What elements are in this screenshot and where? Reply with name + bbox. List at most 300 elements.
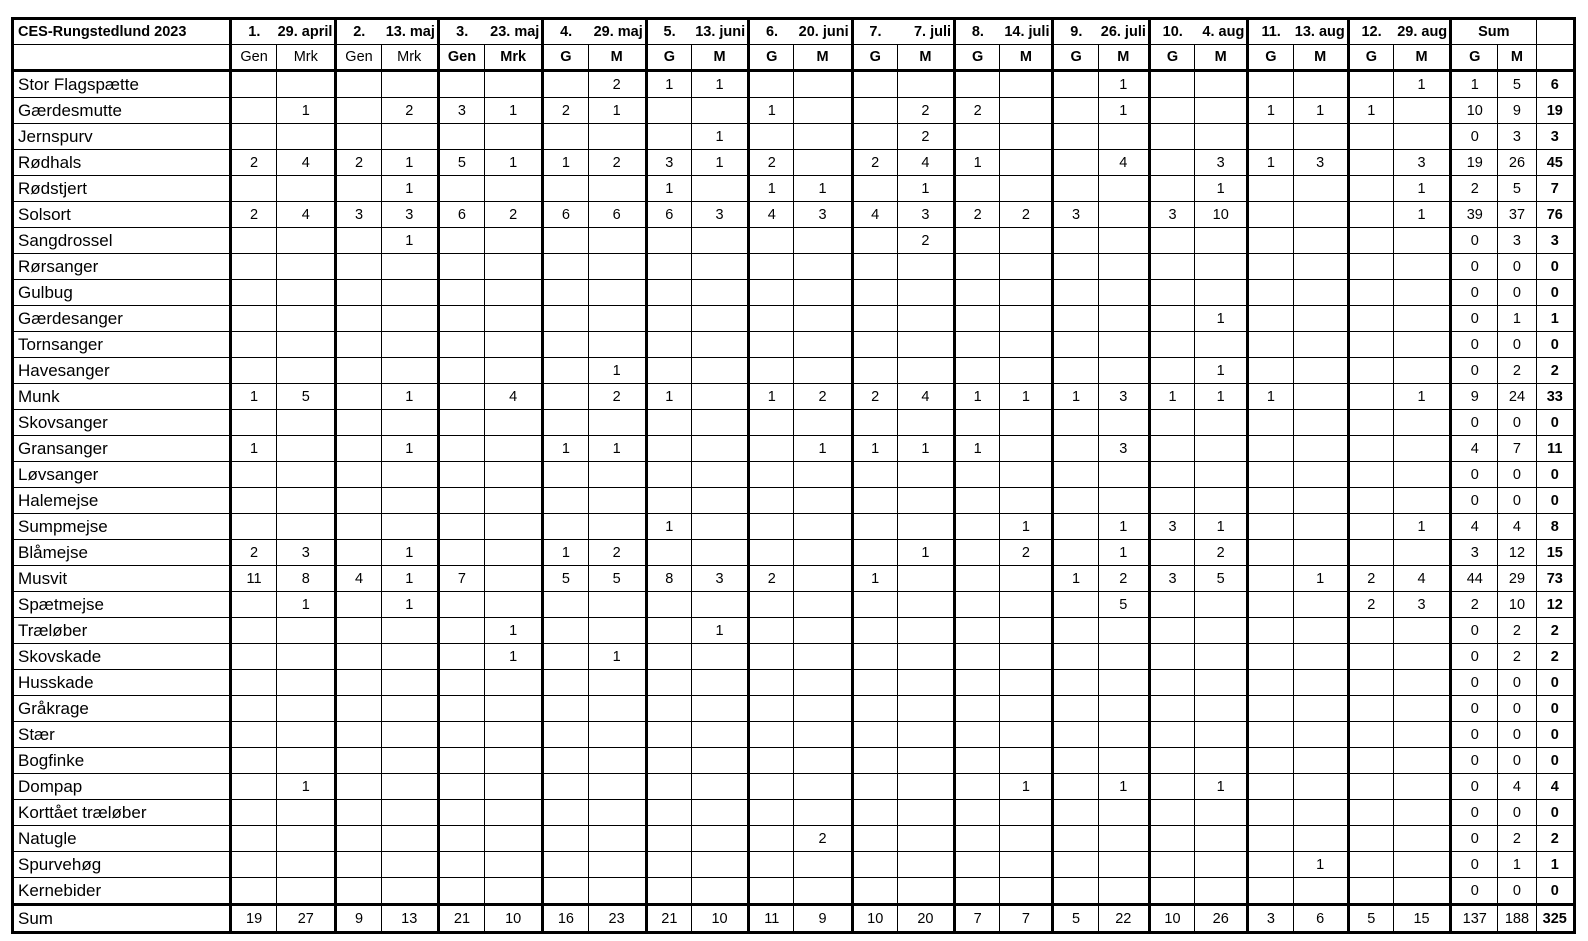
species-name[interactable]: Rødstjert [13, 176, 231, 202]
count-cell[interactable] [1053, 150, 1098, 176]
count-cell[interactable] [230, 280, 276, 306]
count-cell[interactable] [543, 878, 588, 905]
count-cell[interactable] [1098, 488, 1149, 514]
count-cell[interactable] [749, 644, 794, 670]
count-cell[interactable] [646, 254, 691, 280]
count-cell[interactable] [897, 800, 954, 826]
count-cell[interactable] [438, 540, 484, 566]
session-number[interactable]: 8. [955, 19, 1000, 45]
sum-row-label[interactable]: Sum [13, 905, 231, 933]
count-cell[interactable] [1248, 644, 1293, 670]
count-cell[interactable] [381, 358, 438, 384]
count-cell[interactable] [1053, 436, 1098, 462]
count-cell[interactable] [1098, 228, 1149, 254]
count-cell[interactable] [485, 826, 543, 852]
sum-g-cell[interactable]: 0 [1451, 878, 1498, 905]
count-cell[interactable] [646, 280, 691, 306]
count-cell[interactable] [1248, 358, 1293, 384]
count-cell[interactable] [852, 748, 897, 774]
count-cell[interactable] [588, 332, 646, 358]
count-cell[interactable] [438, 852, 484, 878]
count-cell[interactable] [1000, 592, 1053, 618]
count-cell[interactable]: 2 [794, 826, 852, 852]
count-cell[interactable]: 2 [336, 150, 381, 176]
count-cell[interactable] [852, 488, 897, 514]
count-cell[interactable] [691, 800, 748, 826]
count-cell[interactable] [588, 410, 646, 436]
count-cell[interactable] [646, 722, 691, 748]
count-cell[interactable] [485, 852, 543, 878]
species-name[interactable]: Havesanger [13, 358, 231, 384]
count-cell[interactable] [485, 410, 543, 436]
count-cell[interactable] [1393, 228, 1450, 254]
count-cell[interactable] [438, 384, 484, 410]
count-cell[interactable]: 3 [438, 98, 484, 124]
subheader-mrk[interactable]: Mrk [381, 45, 438, 71]
count-cell[interactable] [794, 98, 852, 124]
count-cell[interactable] [897, 670, 954, 696]
subheader-mrk[interactable]: M [1195, 45, 1248, 71]
sum-count-cell[interactable]: 13 [381, 905, 438, 933]
count-cell[interactable] [1293, 670, 1348, 696]
sum-m-cell[interactable]: 3 [1498, 124, 1536, 150]
count-cell[interactable] [749, 722, 794, 748]
sum-subheader-g[interactable]: G [1451, 45, 1498, 71]
count-cell[interactable] [438, 722, 484, 748]
count-cell[interactable] [1098, 748, 1149, 774]
subheader-gen[interactable]: Gen [230, 45, 276, 71]
count-cell[interactable] [1393, 800, 1450, 826]
count-cell[interactable]: 8 [277, 566, 336, 592]
count-cell[interactable] [381, 488, 438, 514]
count-cell[interactable]: 1 [1393, 176, 1450, 202]
session-number[interactable]: 3. [438, 19, 484, 45]
count-cell[interactable] [277, 280, 336, 306]
grand-sum-m[interactable]: 188 [1498, 905, 1536, 933]
sum-subheader-m[interactable]: M [1498, 45, 1536, 71]
sum-m-cell[interactable]: 0 [1498, 488, 1536, 514]
count-cell[interactable] [794, 306, 852, 332]
count-cell[interactable] [438, 592, 484, 618]
count-cell[interactable]: 1 [588, 98, 646, 124]
count-cell[interactable] [1149, 98, 1194, 124]
count-cell[interactable] [897, 514, 954, 540]
count-cell[interactable] [1195, 98, 1248, 124]
count-cell[interactable] [852, 124, 897, 150]
count-cell[interactable] [336, 306, 381, 332]
count-cell[interactable] [955, 488, 1000, 514]
count-cell[interactable] [381, 644, 438, 670]
species-name[interactable]: Musvit [13, 566, 231, 592]
count-cell[interactable] [897, 254, 954, 280]
sum-g-cell[interactable]: 0 [1451, 228, 1498, 254]
count-cell[interactable] [1149, 71, 1194, 98]
count-cell[interactable] [588, 306, 646, 332]
sum-m-cell[interactable]: 5 [1498, 71, 1536, 98]
count-cell[interactable] [381, 722, 438, 748]
count-cell[interactable] [543, 306, 588, 332]
count-cell[interactable] [955, 826, 1000, 852]
count-cell[interactable] [1000, 176, 1053, 202]
count-cell[interactable]: 2 [794, 384, 852, 410]
count-cell[interactable] [336, 124, 381, 150]
count-cell[interactable] [1348, 800, 1393, 826]
count-cell[interactable] [485, 254, 543, 280]
count-cell[interactable] [1053, 254, 1098, 280]
count-cell[interactable] [1000, 358, 1053, 384]
count-cell[interactable]: 1 [1393, 202, 1450, 228]
species-name[interactable]: Rødhals [13, 150, 231, 176]
total-cell[interactable]: 7 [1536, 176, 1574, 202]
sum-m-cell[interactable]: 5 [1498, 176, 1536, 202]
count-cell[interactable] [852, 774, 897, 800]
total-cell[interactable]: 4 [1536, 774, 1574, 800]
count-cell[interactable] [794, 696, 852, 722]
count-cell[interactable] [1000, 748, 1053, 774]
count-cell[interactable] [1293, 696, 1348, 722]
species-name[interactable]: Spætmejse [13, 592, 231, 618]
count-cell[interactable] [277, 878, 336, 905]
sum-m-cell[interactable]: 0 [1498, 254, 1536, 280]
count-cell[interactable] [794, 410, 852, 436]
count-cell[interactable] [1248, 202, 1293, 228]
count-cell[interactable] [1393, 436, 1450, 462]
count-cell[interactable]: 1 [1195, 514, 1248, 540]
count-cell[interactable] [1348, 150, 1393, 176]
count-cell[interactable] [336, 176, 381, 202]
count-cell[interactable] [646, 878, 691, 905]
count-cell[interactable] [230, 670, 276, 696]
count-cell[interactable] [381, 514, 438, 540]
count-cell[interactable]: 1 [277, 774, 336, 800]
count-cell[interactable] [955, 306, 1000, 332]
sum-g-cell[interactable]: 0 [1451, 254, 1498, 280]
count-cell[interactable] [588, 722, 646, 748]
count-cell[interactable] [749, 462, 794, 488]
count-cell[interactable]: 1 [749, 176, 794, 202]
count-cell[interactable] [1393, 358, 1450, 384]
count-cell[interactable] [485, 670, 543, 696]
count-cell[interactable]: 2 [1348, 592, 1393, 618]
count-cell[interactable] [1248, 592, 1293, 618]
count-cell[interactable] [794, 618, 852, 644]
count-cell[interactable] [852, 852, 897, 878]
count-cell[interactable] [1053, 826, 1098, 852]
count-cell[interactable] [336, 618, 381, 644]
subheader-gen[interactable]: Gen [438, 45, 484, 71]
species-name[interactable]: Tornsanger [13, 332, 231, 358]
count-cell[interactable] [749, 124, 794, 150]
count-cell[interactable] [1293, 878, 1348, 905]
count-cell[interactable]: 1 [794, 176, 852, 202]
total-header-blank[interactable] [1536, 19, 1574, 45]
count-cell[interactable] [438, 332, 484, 358]
count-cell[interactable] [691, 878, 748, 905]
count-cell[interactable]: 1 [1195, 176, 1248, 202]
species-name[interactable]: Munk [13, 384, 231, 410]
subheader-mrk[interactable]: M [691, 45, 748, 71]
count-cell[interactable] [955, 228, 1000, 254]
sum-g-cell[interactable]: 19 [1451, 150, 1498, 176]
count-cell[interactable]: 2 [1000, 540, 1053, 566]
count-cell[interactable] [1098, 852, 1149, 878]
count-cell[interactable]: 5 [277, 384, 336, 410]
count-cell[interactable] [691, 176, 748, 202]
count-cell[interactable] [1293, 488, 1348, 514]
sum-count-cell[interactable]: 5 [1348, 905, 1393, 933]
species-name[interactable]: Skovsanger [13, 410, 231, 436]
count-cell[interactable]: 1 [1149, 384, 1194, 410]
session-date[interactable]: 23. maj [485, 19, 543, 45]
count-cell[interactable] [277, 410, 336, 436]
sum-g-cell[interactable]: 4 [1451, 514, 1498, 540]
count-cell[interactable] [588, 800, 646, 826]
sum-count-cell[interactable]: 10 [1149, 905, 1194, 933]
count-cell[interactable] [1195, 462, 1248, 488]
count-cell[interactable] [691, 436, 748, 462]
count-cell[interactable] [1393, 670, 1450, 696]
total-cell[interactable]: 0 [1536, 280, 1574, 306]
count-cell[interactable] [230, 410, 276, 436]
count-cell[interactable] [1098, 280, 1149, 306]
count-cell[interactable]: 2 [955, 202, 1000, 228]
count-cell[interactable] [588, 488, 646, 514]
sum-m-cell[interactable]: 0 [1498, 800, 1536, 826]
count-cell[interactable] [1293, 71, 1348, 98]
count-cell[interactable] [336, 462, 381, 488]
count-cell[interactable] [749, 280, 794, 306]
species-name[interactable]: Gærdesmutte [13, 98, 231, 124]
count-cell[interactable] [1248, 540, 1293, 566]
session-number[interactable]: 9. [1053, 19, 1098, 45]
count-cell[interactable] [543, 410, 588, 436]
count-cell[interactable] [794, 71, 852, 98]
count-cell[interactable] [955, 618, 1000, 644]
count-cell[interactable] [691, 514, 748, 540]
count-cell[interactable] [1149, 228, 1194, 254]
count-cell[interactable] [691, 280, 748, 306]
count-cell[interactable] [1000, 800, 1053, 826]
count-cell[interactable] [1348, 228, 1393, 254]
count-cell[interactable] [955, 774, 1000, 800]
count-cell[interactable] [1393, 98, 1450, 124]
total-cell[interactable]: 0 [1536, 670, 1574, 696]
count-cell[interactable] [381, 748, 438, 774]
count-cell[interactable] [1098, 722, 1149, 748]
count-cell[interactable]: 3 [1393, 150, 1450, 176]
count-cell[interactable] [1348, 852, 1393, 878]
count-cell[interactable] [852, 254, 897, 280]
total-cell[interactable]: 0 [1536, 878, 1574, 905]
sum-count-cell[interactable]: 27 [277, 905, 336, 933]
count-cell[interactable]: 1 [1293, 98, 1348, 124]
count-cell[interactable] [1293, 306, 1348, 332]
session-date[interactable]: 26. juli [1098, 19, 1149, 45]
count-cell[interactable] [749, 670, 794, 696]
count-cell[interactable]: 4 [749, 202, 794, 228]
subheader-gen[interactable]: G [1348, 45, 1393, 71]
count-cell[interactable] [588, 462, 646, 488]
count-cell[interactable] [1195, 800, 1248, 826]
species-name[interactable]: Gulbug [13, 280, 231, 306]
count-cell[interactable] [230, 71, 276, 98]
count-cell[interactable] [277, 71, 336, 98]
count-cell[interactable] [1149, 124, 1194, 150]
title-spacer[interactable] [13, 45, 231, 71]
count-cell[interactable]: 1 [1393, 514, 1450, 540]
count-cell[interactable]: 1 [381, 176, 438, 202]
count-cell[interactable] [1348, 306, 1393, 332]
count-cell[interactable] [646, 670, 691, 696]
count-cell[interactable] [897, 71, 954, 98]
count-cell[interactable] [1248, 462, 1293, 488]
subheader-mrk[interactable]: M [794, 45, 852, 71]
count-cell[interactable] [485, 228, 543, 254]
count-cell[interactable]: 2 [749, 566, 794, 592]
species-name[interactable]: Korttået træløber [13, 800, 231, 826]
sum-g-cell[interactable]: 4 [1451, 436, 1498, 462]
subheader-gen[interactable]: G [1149, 45, 1194, 71]
count-cell[interactable]: 4 [336, 566, 381, 592]
count-cell[interactable] [794, 280, 852, 306]
sum-g-cell[interactable]: 0 [1451, 358, 1498, 384]
count-cell[interactable]: 3 [1293, 150, 1348, 176]
count-cell[interactable]: 5 [543, 566, 588, 592]
count-cell[interactable]: 1 [1293, 566, 1348, 592]
count-cell[interactable] [691, 358, 748, 384]
total-cell[interactable]: 1 [1536, 852, 1574, 878]
count-cell[interactable] [749, 592, 794, 618]
count-cell[interactable]: 5 [438, 150, 484, 176]
count-cell[interactable] [1293, 462, 1348, 488]
count-cell[interactable] [1293, 280, 1348, 306]
count-cell[interactable] [588, 176, 646, 202]
count-cell[interactable] [852, 514, 897, 540]
count-cell[interactable] [1293, 748, 1348, 774]
count-cell[interactable]: 2 [588, 150, 646, 176]
count-cell[interactable] [1195, 332, 1248, 358]
count-cell[interactable] [1053, 644, 1098, 670]
count-cell[interactable] [1000, 436, 1053, 462]
count-cell[interactable] [336, 644, 381, 670]
count-cell[interactable] [852, 71, 897, 98]
count-cell[interactable] [1098, 878, 1149, 905]
count-cell[interactable] [1149, 176, 1194, 202]
count-cell[interactable] [1248, 124, 1293, 150]
count-cell[interactable] [381, 410, 438, 436]
sum-count-cell[interactable]: 10 [485, 905, 543, 933]
count-cell[interactable] [1000, 488, 1053, 514]
count-cell[interactable] [646, 618, 691, 644]
sum-g-cell[interactable]: 39 [1451, 202, 1498, 228]
count-cell[interactable] [897, 332, 954, 358]
count-cell[interactable] [749, 852, 794, 878]
sum-m-cell[interactable]: 29 [1498, 566, 1536, 592]
count-cell[interactable] [1053, 488, 1098, 514]
count-cell[interactable] [1149, 800, 1194, 826]
count-cell[interactable] [1248, 488, 1293, 514]
count-cell[interactable] [1293, 176, 1348, 202]
total-cell[interactable]: 45 [1536, 150, 1574, 176]
count-cell[interactable] [1053, 462, 1098, 488]
count-cell[interactable] [1053, 71, 1098, 98]
count-cell[interactable] [277, 618, 336, 644]
species-name[interactable]: Bogfinke [13, 748, 231, 774]
count-cell[interactable] [691, 540, 748, 566]
count-cell[interactable]: 1 [1248, 384, 1293, 410]
sum-m-cell[interactable]: 9 [1498, 98, 1536, 124]
subheader-mrk[interactable]: M [1393, 45, 1450, 71]
count-cell[interactable] [1098, 358, 1149, 384]
count-cell[interactable] [1149, 670, 1194, 696]
species-name[interactable]: Gærdesanger [13, 306, 231, 332]
count-cell[interactable]: 1 [543, 540, 588, 566]
count-cell[interactable] [794, 124, 852, 150]
count-cell[interactable] [1053, 722, 1098, 748]
count-cell[interactable] [794, 358, 852, 384]
count-cell[interactable] [1000, 228, 1053, 254]
count-cell[interactable] [485, 696, 543, 722]
sum-g-cell[interactable]: 0 [1451, 410, 1498, 436]
count-cell[interactable]: 3 [1053, 202, 1098, 228]
count-cell[interactable] [1098, 410, 1149, 436]
count-cell[interactable] [543, 514, 588, 540]
count-cell[interactable]: 1 [749, 98, 794, 124]
count-cell[interactable] [485, 358, 543, 384]
count-cell[interactable] [1195, 410, 1248, 436]
count-cell[interactable] [1098, 462, 1149, 488]
count-cell[interactable] [230, 228, 276, 254]
count-cell[interactable] [955, 592, 1000, 618]
count-cell[interactable] [794, 462, 852, 488]
count-cell[interactable] [1293, 358, 1348, 384]
count-cell[interactable] [438, 228, 484, 254]
count-cell[interactable] [1000, 696, 1053, 722]
count-cell[interactable] [646, 852, 691, 878]
count-cell[interactable]: 1 [588, 358, 646, 384]
count-cell[interactable] [1248, 566, 1293, 592]
sum-count-cell[interactable]: 11 [749, 905, 794, 933]
count-cell[interactable] [438, 358, 484, 384]
count-cell[interactable] [955, 71, 1000, 98]
subheader-gen[interactable]: G [852, 45, 897, 71]
count-cell[interactable] [1149, 592, 1194, 618]
count-cell[interactable] [1098, 826, 1149, 852]
count-cell[interactable] [588, 696, 646, 722]
count-cell[interactable] [794, 670, 852, 696]
count-cell[interactable] [691, 384, 748, 410]
count-cell[interactable] [691, 696, 748, 722]
count-cell[interactable]: 1 [1248, 98, 1293, 124]
species-name[interactable]: Sumpmejse [13, 514, 231, 540]
count-cell[interactable] [230, 124, 276, 150]
count-cell[interactable] [1053, 98, 1098, 124]
count-cell[interactable] [749, 514, 794, 540]
count-cell[interactable] [794, 800, 852, 826]
count-cell[interactable]: 1 [230, 384, 276, 410]
count-cell[interactable]: 1 [1195, 306, 1248, 332]
count-cell[interactable] [1348, 618, 1393, 644]
subheader-mrk[interactable]: M [1293, 45, 1348, 71]
species-name[interactable]: Gransanger [13, 436, 231, 462]
count-cell[interactable] [1000, 462, 1053, 488]
species-name[interactable]: Dompap [13, 774, 231, 800]
count-cell[interactable] [485, 774, 543, 800]
count-cell[interactable] [1248, 514, 1293, 540]
count-cell[interactable]: 1 [588, 644, 646, 670]
count-cell[interactable] [1348, 384, 1393, 410]
count-cell[interactable] [230, 592, 276, 618]
